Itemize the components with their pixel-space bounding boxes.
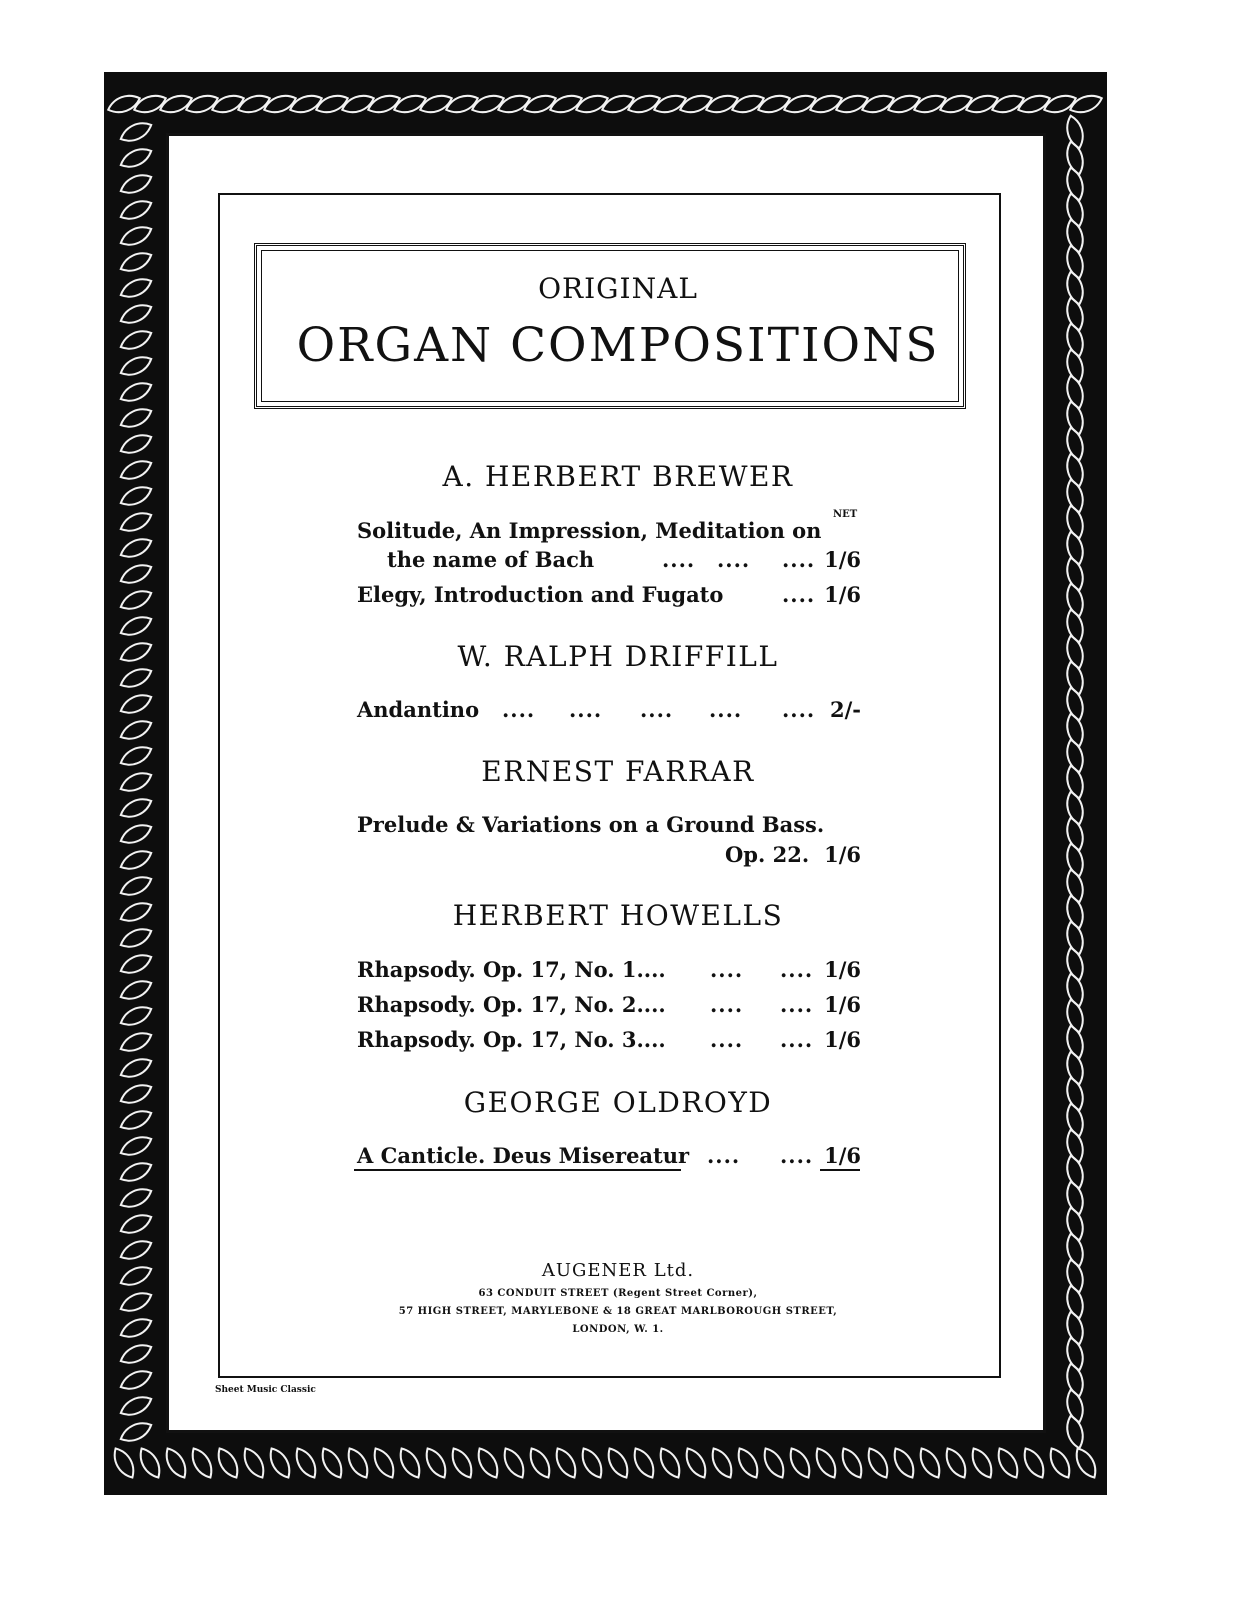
composer-brewer: A. HERBERT BREWER xyxy=(442,460,794,493)
price: 1/6 xyxy=(824,842,861,867)
list-item: Rhapsody. Op. 17, No. 2.... .... .... 1/6 xyxy=(357,992,861,1017)
price: 1/6 xyxy=(824,582,861,607)
composer-farrar: ERNEST FARRAR xyxy=(481,755,755,788)
list-item: Andantino .... .... .... .... .... 2/- xyxy=(357,697,861,722)
list-item: the name of Bach .... .... .... 1/6 xyxy=(387,547,861,572)
publisher-name: AUGENER Ltd. xyxy=(541,1260,695,1281)
underline xyxy=(354,1169,681,1171)
page-title: ORGAN COMPOSITIONS xyxy=(296,318,940,373)
composer-driffill: W. RALPH DRIFFILL xyxy=(457,640,779,673)
list-item: Elegy, Introduction and Fugato .... 1/6 xyxy=(357,582,861,607)
subtitle: ORIGINAL xyxy=(538,272,698,305)
publisher-address-1: 63 CONDUIT STREET (Regent Street Corner), xyxy=(478,1288,758,1299)
list-item: Rhapsody. Op. 17, No. 3.... .... .... 1/6 xyxy=(357,1027,861,1052)
list-item: Op. 22. 1/6 xyxy=(725,842,861,867)
list-item: Solitude, An Impression, Meditation on xyxy=(357,518,822,543)
price: 1/6 xyxy=(824,1143,861,1168)
publisher-address-3: LONDON, W. 1. xyxy=(572,1324,664,1335)
publisher-address-2: 57 HIGH STREET, MARYLEBONE & 18 GREAT MARLBOROUGH STREET, xyxy=(398,1306,838,1317)
price: 1/6 xyxy=(824,957,861,982)
price: 1/6 xyxy=(824,992,861,1017)
composer-oldroyd: GEORGE OLDROYD xyxy=(463,1086,773,1119)
list-item: Prelude & Variations on a Ground Bass. xyxy=(357,812,825,837)
net-label: NET xyxy=(833,509,858,520)
price: 2/- xyxy=(830,697,861,722)
list-item: A Canticle. Deus Misereatur .... .... 1/6 xyxy=(357,1143,861,1168)
list-item: Rhapsody. Op. 17, No. 1.... .... .... 1/6 xyxy=(357,957,861,982)
watermark-credit: Sheet Music Classic xyxy=(215,1385,316,1395)
price: 1/6 xyxy=(824,547,861,572)
underline xyxy=(820,1169,860,1171)
composer-howells: HERBERT HOWELLS xyxy=(452,899,784,932)
price: 1/6 xyxy=(824,1027,861,1052)
